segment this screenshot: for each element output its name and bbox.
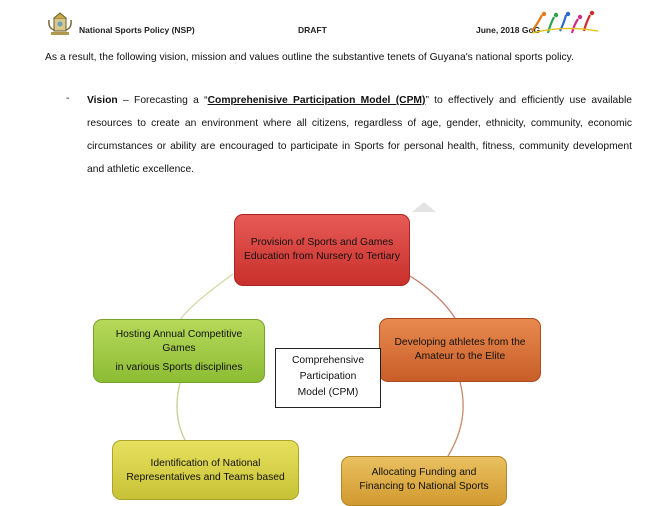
cpm-center-box [275,348,381,408]
cpm-model-name: Comprehenisive Participation Model (CPM) [207,95,426,106]
node-sports-education [234,214,410,286]
bullet-dash: - [66,92,70,104]
node-funding-financing [341,456,507,506]
node-sports-education-label: Provision of Sports and Games Education from Nursery to Tertiary [243,237,401,262]
node-developing-athletes-label: Developing athletes from the Amateur to the Elite [394,337,526,362]
vision-term: Vision [87,95,118,106]
node-national-representatives [112,440,299,500]
node-annual-games-sublabel: in various Sports disciplines [115,361,243,373]
node-funding-financing-label: Allocating Funding and Financing to National Sports [359,467,489,492]
node-annual-games-label: Hosting Annual Competitive Games [115,328,243,354]
node-national-representatives-label: Identification of National Representatives and Teams based [126,458,285,483]
cpm-center-line-1: Comprehensive [291,355,365,366]
vision-paragraph [87,89,632,181]
up-arrow-icon [412,202,436,212]
page-header [0,0,664,44]
header-draft-label: DRAFT [298,25,327,35]
cpm-center-line-2: Participation [299,371,357,382]
node-annual-games [93,319,265,383]
intro-paragraph: As a result, the following vision, mission and values outline the substantive tenets of Guyana's national sports policy. [45,52,574,63]
header-left-title: National Sports Policy (NSP) [79,25,195,35]
header-date: June, 2018 GoG [476,25,541,35]
coat-of-arms-icon [47,10,73,38]
sports-athletes-logo-icon [528,9,602,37]
vision-lead: – Forecasting a “ [117,95,208,106]
node-developing-athletes [379,318,541,382]
vision-body: ” to effectively and efficiently use available resources to create an environment where all citizens, regardless of age, gender, ethnicity, community, economic circumstances or ability are encouraged to participate in Sports for personal health, fitness, community development and athletic excellence. [87,95,633,175]
cpm-center-line-3: Model (CPM) [297,387,359,398]
